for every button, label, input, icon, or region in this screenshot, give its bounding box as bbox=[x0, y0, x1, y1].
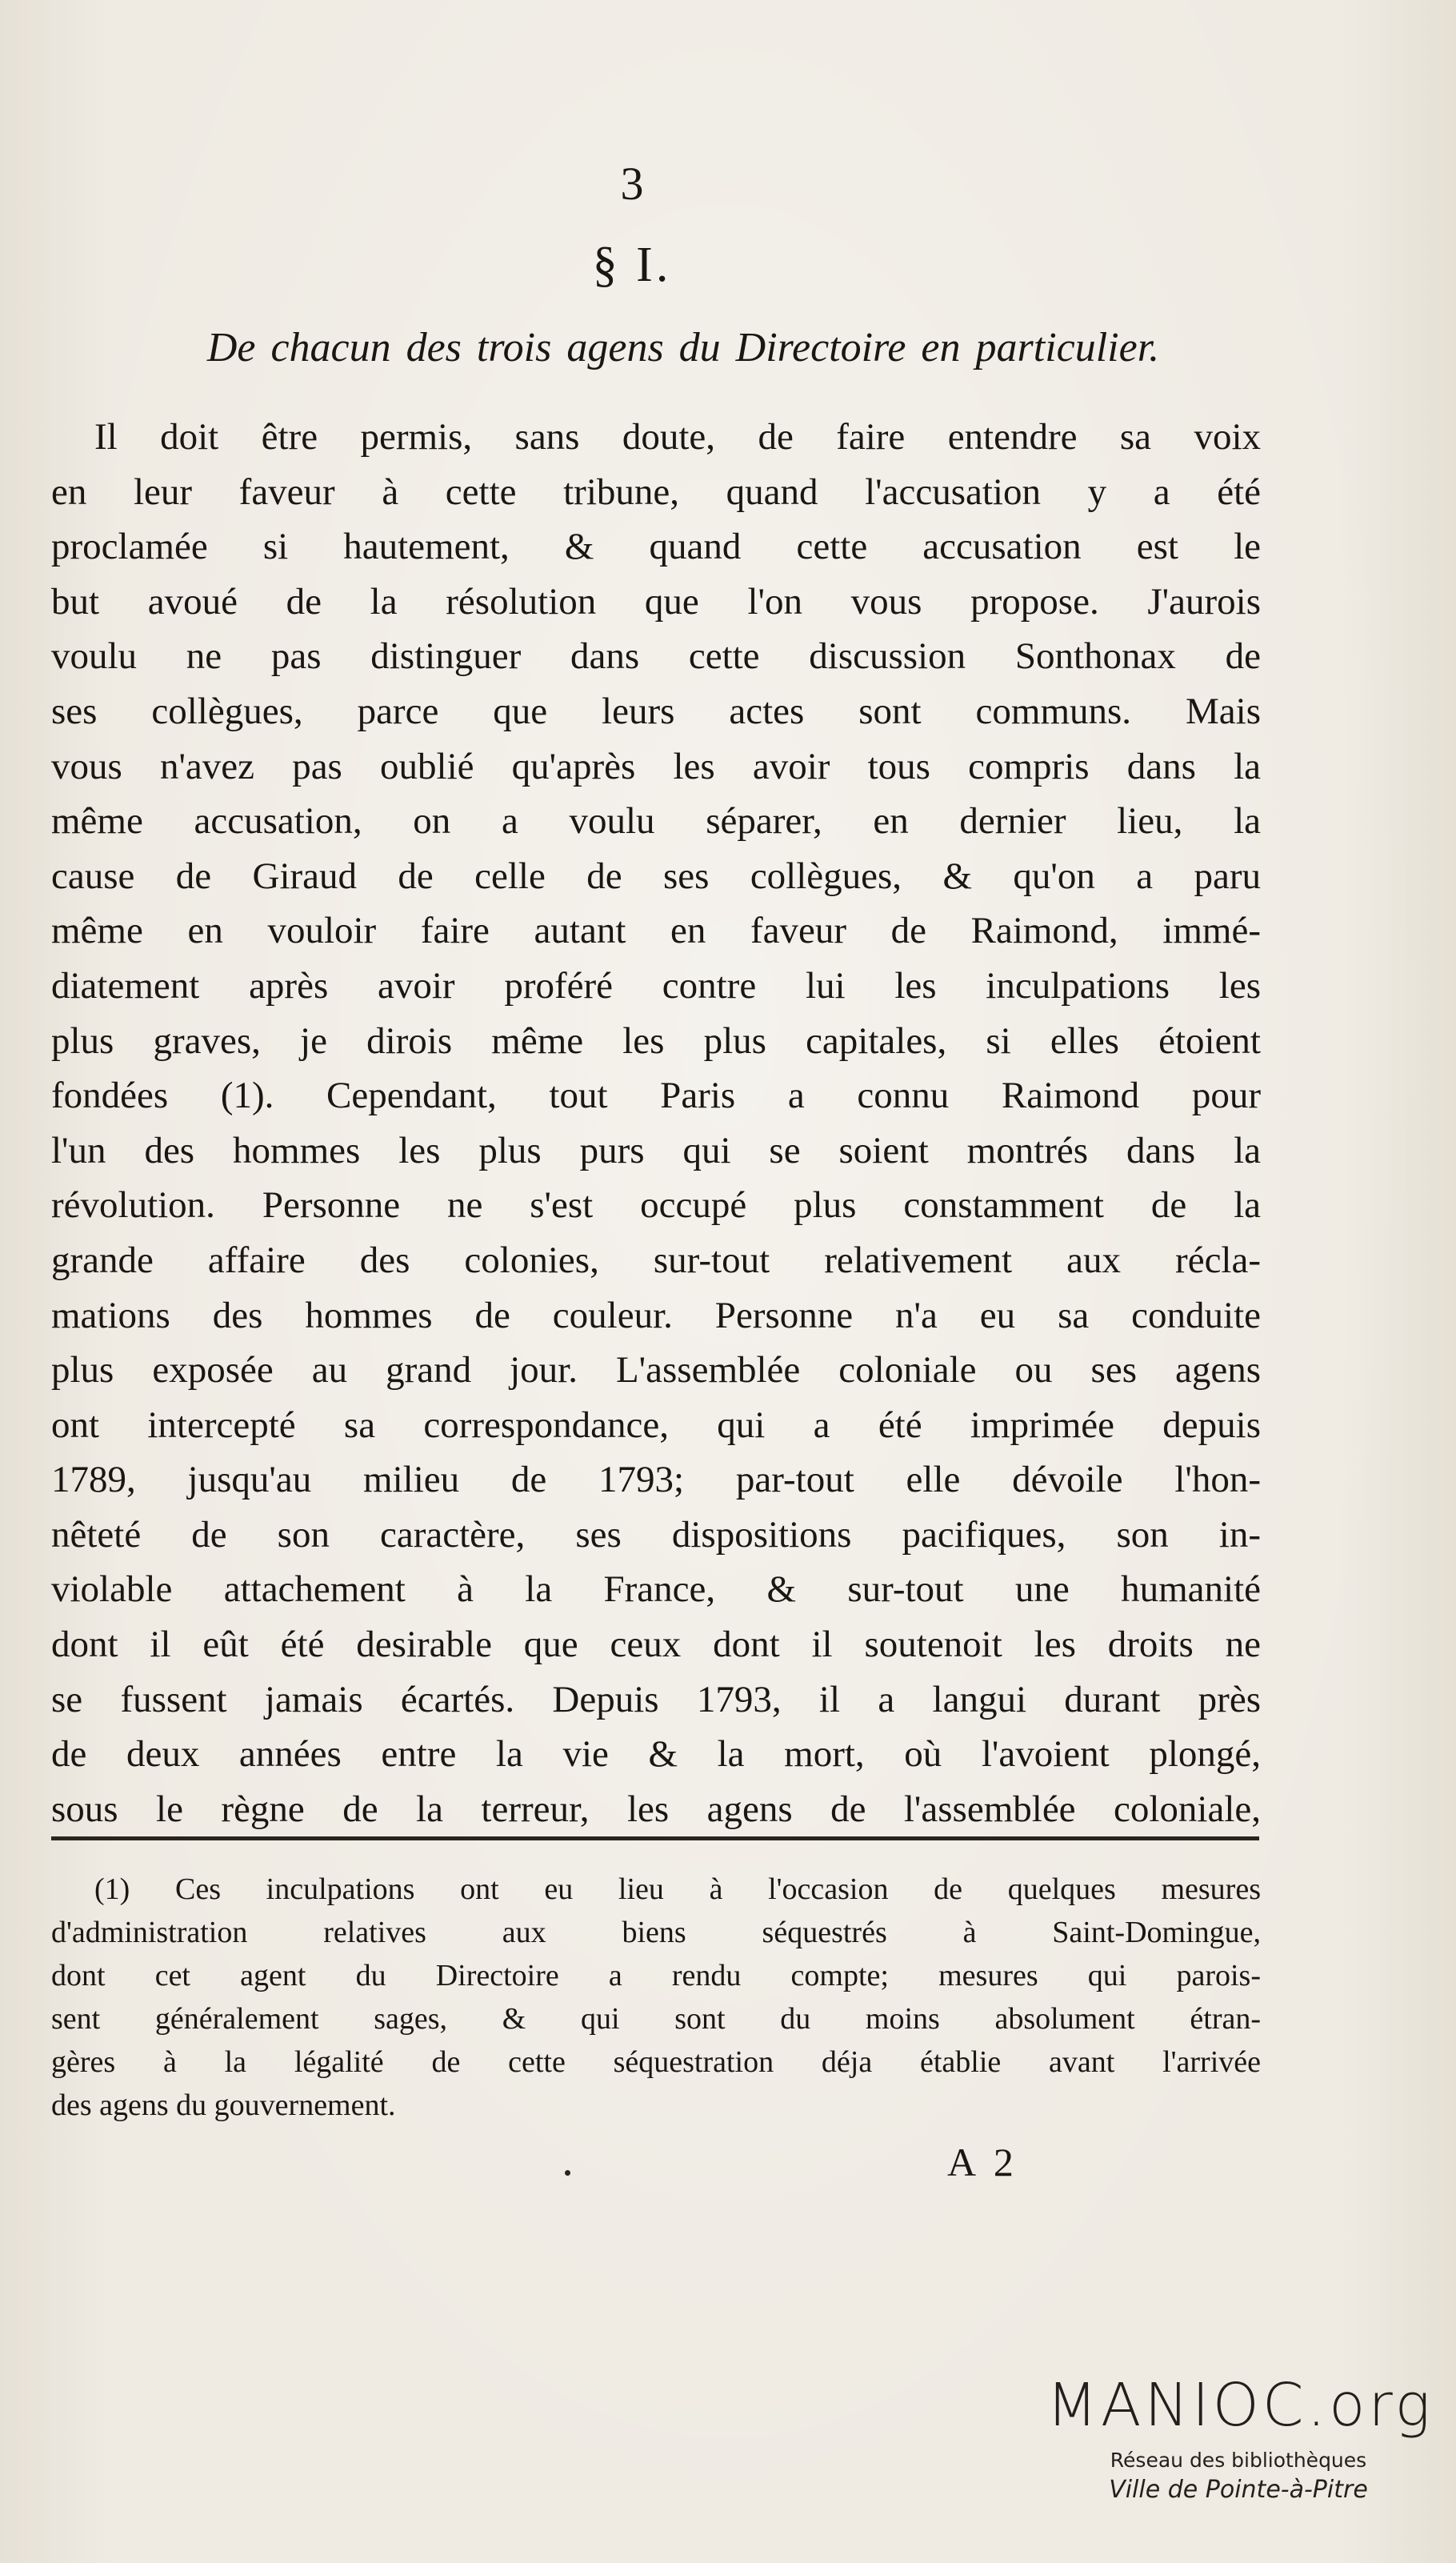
signature-mark: A 2 bbox=[947, 2140, 1018, 2185]
body-line: 1789, jusqu'au milieu de 1793; par-tout elle dévoile l'hon- bbox=[51, 1459, 1261, 1501]
page-number: 3 bbox=[620, 158, 644, 210]
body-line: sous le règne de la terreur, les agens de l'assemblée coloniale, bbox=[51, 1788, 1261, 1830]
body-line: révolution. Personne ne s'est occupé plus constamment de la bbox=[51, 1184, 1261, 1227]
footnote-line: dont cet agent du Directoire a rendu compte; mesures qui parois- bbox=[51, 1959, 1261, 1992]
body-paragraph bbox=[51, 410, 1261, 1836]
body-line: ont intercepté sa correspondance, qui a été imprimée depuis bbox=[51, 1404, 1261, 1446]
footnote-line: d'administration relatives aux biens séquestrés à Saint-Domingue, bbox=[51, 1916, 1261, 1949]
body-line: violable attachement à la France, & sur-tout une humanité bbox=[51, 1568, 1261, 1611]
body-line: fondées (1). Cependant, tout Paris a connu Raimond pour bbox=[51, 1075, 1261, 1117]
body-line: en leur faveur à cette tribune, quand l'accusation y a été bbox=[51, 471, 1261, 513]
logo-subtitle: Réseau des bibliothèques bbox=[1110, 2449, 1367, 2472]
manioc-logo bbox=[1046, 2371, 1434, 2557]
body-line: même en vouloir faire autant en faveur de Raimond, immé- bbox=[51, 910, 1261, 952]
body-line: de deux années entre la vie & la mort, où l'avoient plongé, bbox=[51, 1733, 1261, 1776]
footnote-line: gères à la légalité de cette séquestration déja établie avant l'arrivée bbox=[51, 2045, 1261, 2079]
body-line: dont il eût été desirable que ceux dont il soutenoit les droits ne bbox=[51, 1624, 1261, 1666]
footnote-line: des agens du gouvernement. bbox=[51, 2088, 396, 2122]
body-line: vous n'avez pas oublié qu'après les avoir tous compris dans la bbox=[51, 745, 1261, 787]
body-line: plus graves, je dirois même les plus capitales, si elles étoient bbox=[51, 1019, 1261, 1062]
body-line: cause de Giraud de celle de ses collègues, & qu'on a paru bbox=[51, 855, 1261, 897]
body-line: nêteté de son caractère, ses dispositions pacifiques, son in- bbox=[51, 1513, 1261, 1556]
footnote-divider bbox=[51, 1836, 1259, 1840]
chapter-title: De chacun des trois agens du Directoire en particulier. bbox=[206, 325, 1160, 370]
body-line: plus exposée au grand jour. L'assemblée coloniale ou ses agens bbox=[51, 1349, 1261, 1392]
ink-dot bbox=[565, 2170, 570, 2176]
body-line: mations des hommes de couleur. Personne n'a eu sa conduite bbox=[51, 1294, 1261, 1336]
body-line: même accusation, on a voulu séparer, en dernier lieu, la bbox=[51, 800, 1261, 843]
body-line: diatement après avoir proféré contre lui les inculpations les bbox=[51, 964, 1261, 1007]
footnote-line: sent généralement sages, & qui sont du moins absolument étran- bbox=[51, 2002, 1261, 2036]
footnote-line: (1) Ces inculpations ont eu lieu à l'occasion de quelques mesures bbox=[94, 1872, 1261, 1906]
body-line: se fussent jamais écartés. Depuis 1793, il a langui durant près bbox=[51, 1678, 1261, 1720]
body-line: but avoué de la résolution que l'on vous propose. J'aurois bbox=[51, 580, 1261, 623]
body-line: voulu ne pas distinguer dans cette discussion Sonthonax de bbox=[51, 635, 1261, 678]
body-line: l'un des hommes les plus purs qui se soient montrés dans la bbox=[51, 1129, 1261, 1171]
body-line: Il doit être permis, sans doute, de faire entendre sa voix bbox=[94, 416, 1261, 458]
section-heading: § I. bbox=[592, 238, 672, 292]
footnote bbox=[51, 1868, 1261, 2127]
logo-name: MANIOC.org bbox=[1046, 2371, 1434, 2440]
logo-city: Ville de Pointe-à-Pitre bbox=[1109, 2476, 1368, 2504]
body-line: proclamée si hautement, & quand cette accusation est le bbox=[51, 526, 1261, 568]
body-line: grande affaire des colonies, sur-tout relativement aux récla- bbox=[51, 1239, 1261, 1281]
body-line: ses collègues, parce que leurs actes sont communs. Mais bbox=[51, 690, 1261, 732]
